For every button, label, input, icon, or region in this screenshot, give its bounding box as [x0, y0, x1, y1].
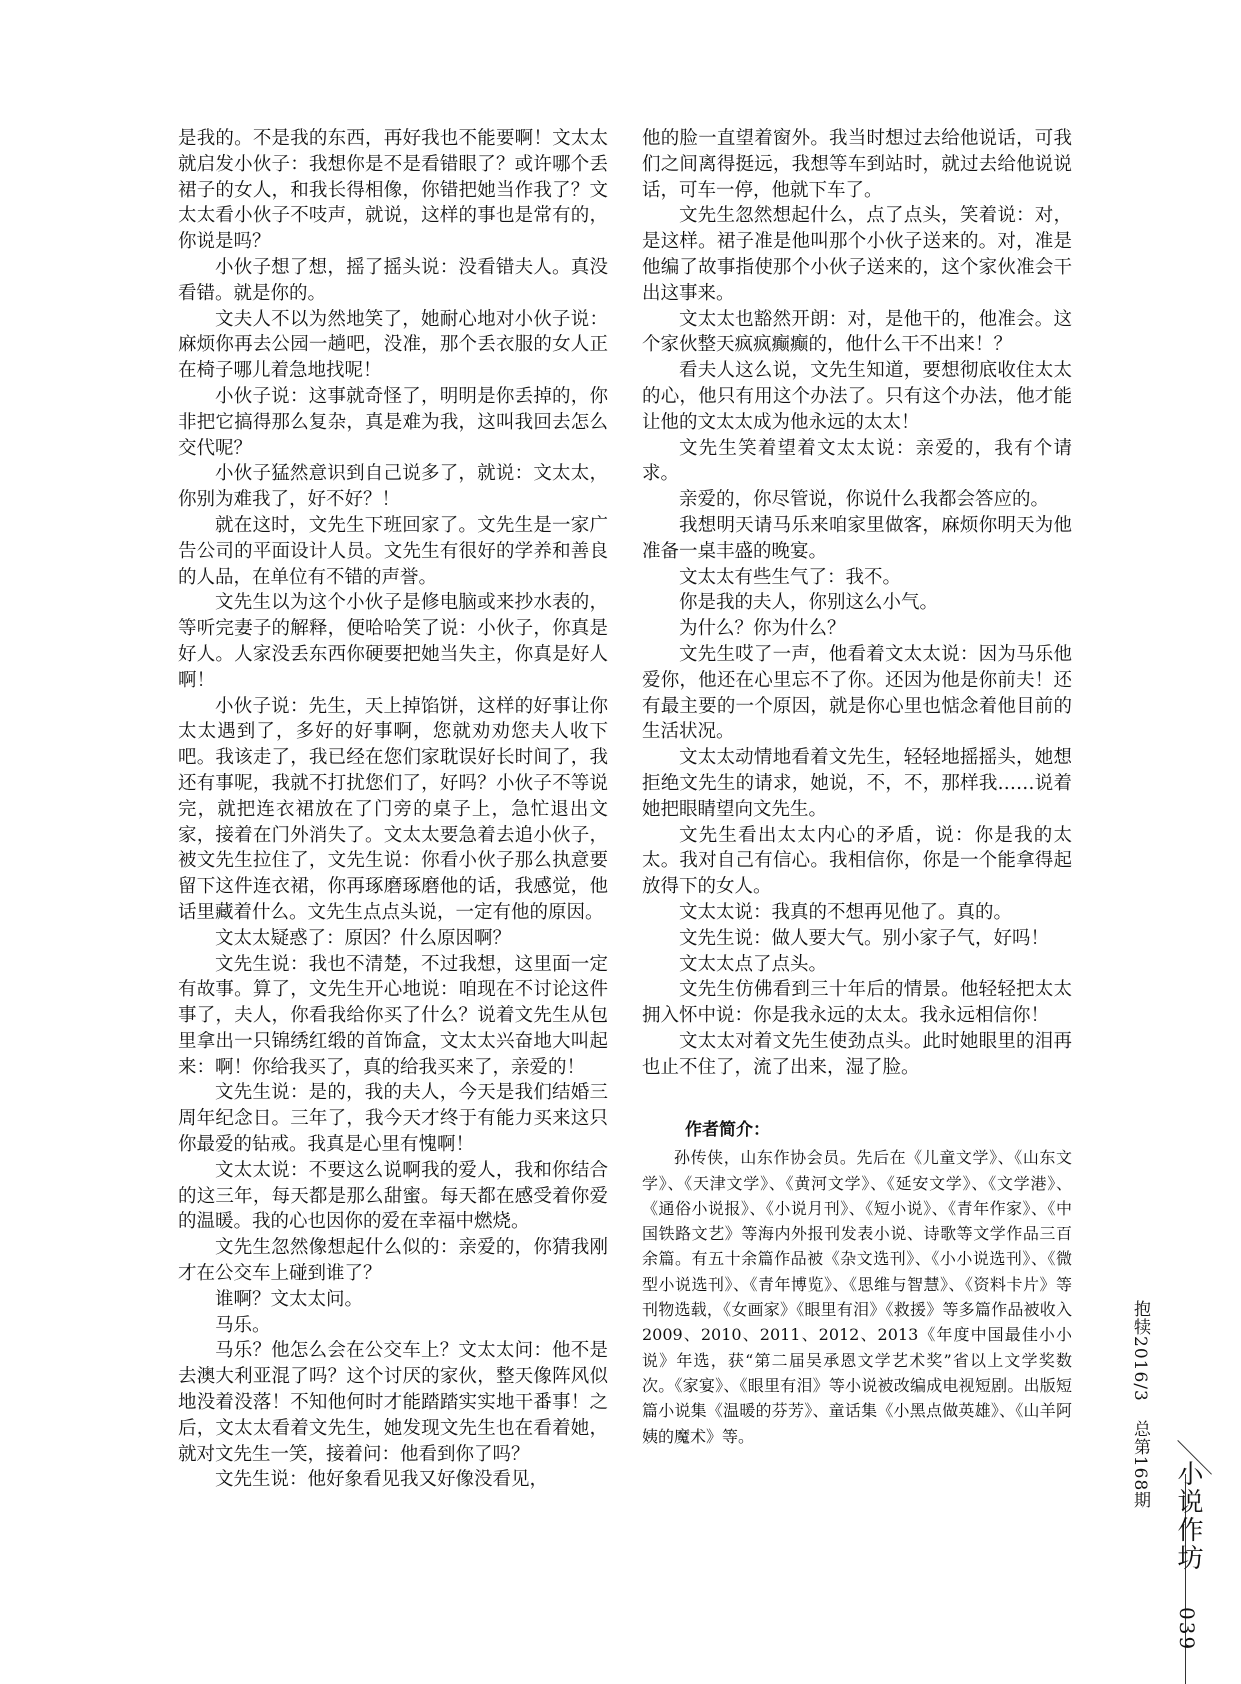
- paragraph: 他的脸一直望着窗外。我当时想过去给他说话，可我们之间离得挺远，我想等车到站时，就过去给他说说话，可车一停，他就下车了。: [642, 128, 1072, 201]
- paragraph: 马乐？他怎么会在公交车上？文太太问：他不是去澳大利亚混了吗？这个讨厌的家伙，整天像阵风似地没着没落！不知他何时才能踏踏实实地干番事！之后，文太太看着文先生，她发现文先生也在看着她，就对文先生一笑，接着问：他看到你了吗？: [178, 1340, 608, 1465]
- paragraph: 我想明天请马乐来咱家里做客，麻烦你明天为他准备一桌丰盛的晚宴。: [642, 514, 1072, 562]
- paragraph: 小伙子猛然意识到自己说多了，就说：文太太，你别为难我了，好不好？！: [178, 463, 608, 511]
- paragraph: 小伙子想了想，摇了摇头说：没看错夫人。真没看错。就是你的。: [178, 256, 608, 304]
- paragraph: 文先生看出太太内心的矛盾，说：你是我的太太。我对自己有信心。我相信你，你是一个能拿得起放得下的女人。: [642, 824, 1072, 898]
- paragraph: 文太太说：不要这么说啊我的爱人，我和你结合的这三年，每天都是那么甜蜜。每天都在感受着你爱的温暖。我的心也因你的爱在幸福中燃烧。: [178, 1159, 608, 1233]
- magazine-title: 小说作坊: [1173, 1460, 1203, 1572]
- paragraph: 文先生笑着望着文太太说：亲爱的，我有个请求。: [642, 437, 1072, 485]
- paragraph: 亲爱的，你尽管说，你说什么我都会答应的。: [679, 489, 1050, 511]
- paragraph: 文先生说：他好象看见我又好像没看见，: [215, 1469, 549, 1491]
- paragraph: 文太太说：我真的不想再见他了。真的。: [679, 901, 1013, 923]
- paragraph: 小伙子说：先生，天上掉馅饼，这样的好事让你太太遇到了，多好的好事啊，您就劝劝您夫人收下吧。我该走了，我已经在您们家耽误好长时间了，我还有事呢，我就不打扰您们了，好吗？小伙子不等说完，就把连衣裙放在了门旁的桌子上，急忙退出文家，接着在门外消失了。文太太要急着去追小伙子，被文先生拉住了，文先生说：你看小伙子那么执意要留下这件连衣裙，你再琢磨琢磨他的话，我感觉，他话里藏着什么。文先生点点头说，一定有他的原因。: [178, 695, 608, 923]
- paragraph: 文太太有些生气了：我不。: [679, 566, 902, 588]
- paragraph: 是我的。不是我的东西，再好我也不能要啊！文太太就启发小伙子：我想你是不是看错眼了？或许哪个丢裙子的女人，和我长得相像，你错把她当作我了？文太太看小伙子不吱声，就说，这样的事也是常有的，你说是吗？: [178, 128, 608, 253]
- paragraph: 文先生仿佛看到三十年后的情景。他轻轻把太太拥入怀中说：你是我永远的太太。我永远相信你！: [642, 979, 1072, 1027]
- issue-info: 抱犊2016/3 总第168期: [1130, 1300, 1150, 1510]
- paragraph: 文先生说：我也不清楚，不过我想，这里面一定有故事。算了，文先生开心地说：咱现在不讨论这件事了，夫人，你看我给你买了什么？说着文先生从包里拿出一只锦绣红缎的首饰盒，文太太兴奋地大叫起来：啊！你给我买了，真的给我买来了，亲爱的！: [178, 953, 608, 1078]
- paragraph: 文先生以为这个小伙子是修电脑或来抄水表的，等听完妻子的解释，便哈哈笑了说：小伙子，你真是好人。人家没丢东西你硬要把她当失主，你真是好人啊！: [178, 592, 608, 691]
- paragraph: 文太太对着文先生使劲点头。此时她眼里的泪再也止不住了，流了出来，湿了脸。: [642, 1030, 1072, 1078]
- page-number: 039: [1175, 1607, 1199, 1652]
- bio-title: 作者简介：: [685, 1120, 770, 1140]
- paragraph: 你是我的夫人，你别这么小气。: [679, 592, 939, 614]
- author-bio: [642, 1118, 1072, 1449]
- paragraph: 马乐。: [215, 1314, 271, 1336]
- paragraph: 文先生忽然想起什么，点了点头，笑着说：对，是这样。裙子准是他叫那个小伙子送来的。对，准是他编了故事指使那个小伙子送来的，这个家伙准会干出这事来。: [642, 205, 1072, 304]
- paragraph: 文太太也豁然开朗：对，是他干的，他准会。这个家伙整天疯疯癫癫的，他什么干不出来！？: [642, 308, 1072, 356]
- paragraph: 文先生说：做人要大气。别小家子气，好吗！: [679, 927, 1050, 949]
- paragraph: 小伙子说：这事就奇怪了，明明是你丢掉的，你非把它搞得那么复杂，真是难为我，这叫我回去怎么交代呢？: [178, 385, 608, 459]
- paragraph: 文夫人不以为然地笑了，她耐心地对小伙子说：麻烦你再去公园一趟吧，没准，那个丢衣服的女人正在椅子哪儿着急地找呢！: [178, 308, 608, 382]
- paragraph: 文先生说：是的，我的夫人，今天是我们结婚三周年纪念日。三年了，我今天才终于有能力买来这只你最爱的钻戒。我真是心里有愧啊！: [178, 1082, 608, 1156]
- paragraph: 文先生哎了一声，他看着文太太说：因为马乐他爱你，他还在心里忘不了你。还因为他是你前夫！还有最主要的一个原因，就是你心里也惦念着他目前的生活状况。: [642, 643, 1072, 743]
- paragraph: 文太太点了点头。: [679, 953, 828, 975]
- paragraph: 为什么？你为什么？: [679, 618, 846, 640]
- paragraph: 看夫人这么说，文先生知道，要想彻底收住太太的心，他只有用这个办法了。只有这个办法，他才能让他的文太太成为他永远的太太！: [642, 360, 1072, 433]
- paragraph: 谁啊？文太太问。: [215, 1288, 364, 1310]
- right-column: [642, 126, 1072, 1080]
- paragraph: 文太太疑惑了：原因？什么原因啊？: [215, 927, 512, 949]
- left-column: [178, 126, 608, 1493]
- paragraph: 文先生忽然像想起什么似的：亲爱的，你猜我刚才在公交车上碰到谁了？: [178, 1237, 608, 1285]
- paragraph: 文太太动情地看着文先生，轻轻地摇摇头，她想拒绝文先生的请求，她说，不，不，那样我……说着她把眼睛望向文先生。: [642, 747, 1072, 820]
- paragraph: 就在这时，文先生下班回家了。文先生是一家广告公司的平面设计人员。文先生有很好的学养和善良的人品，在单位有不错的声誉。: [178, 514, 608, 588]
- bio-body: 孙传侠，山东作协会员。先后在《儿童文学》、《山东文学》、《天津文学》、《黄河文学》、《延安文学》、《文学港》、《通俗小说报》、《小说月刊》、《短小说》、《青年作家》、《中国铁路文艺》等海内外报刊发表小说、诗歌等文学作品三百余篇。有五十余篇作品被《杂文选刊》、《小小说选刊》、《微型小说选刊》、《青年博览》、《思维与智慧》、《资料卡片》等刊物选载，《女画家》《眼里有泪》《救援》等多篇作品被收入2009、2010、2011、2012、2013《年度中国最佳小小说》年选，获“第二届吴承恩文学艺术奖”省以上文学奖数次。《家宴》、《眼里有泪》等小说被改编成电视短剧。出版短篇小说集《温暖的芬芳》、童话集《小黑点做英雄》、《山羊阿姨的魔术》等。: [642, 1148, 1072, 1446]
